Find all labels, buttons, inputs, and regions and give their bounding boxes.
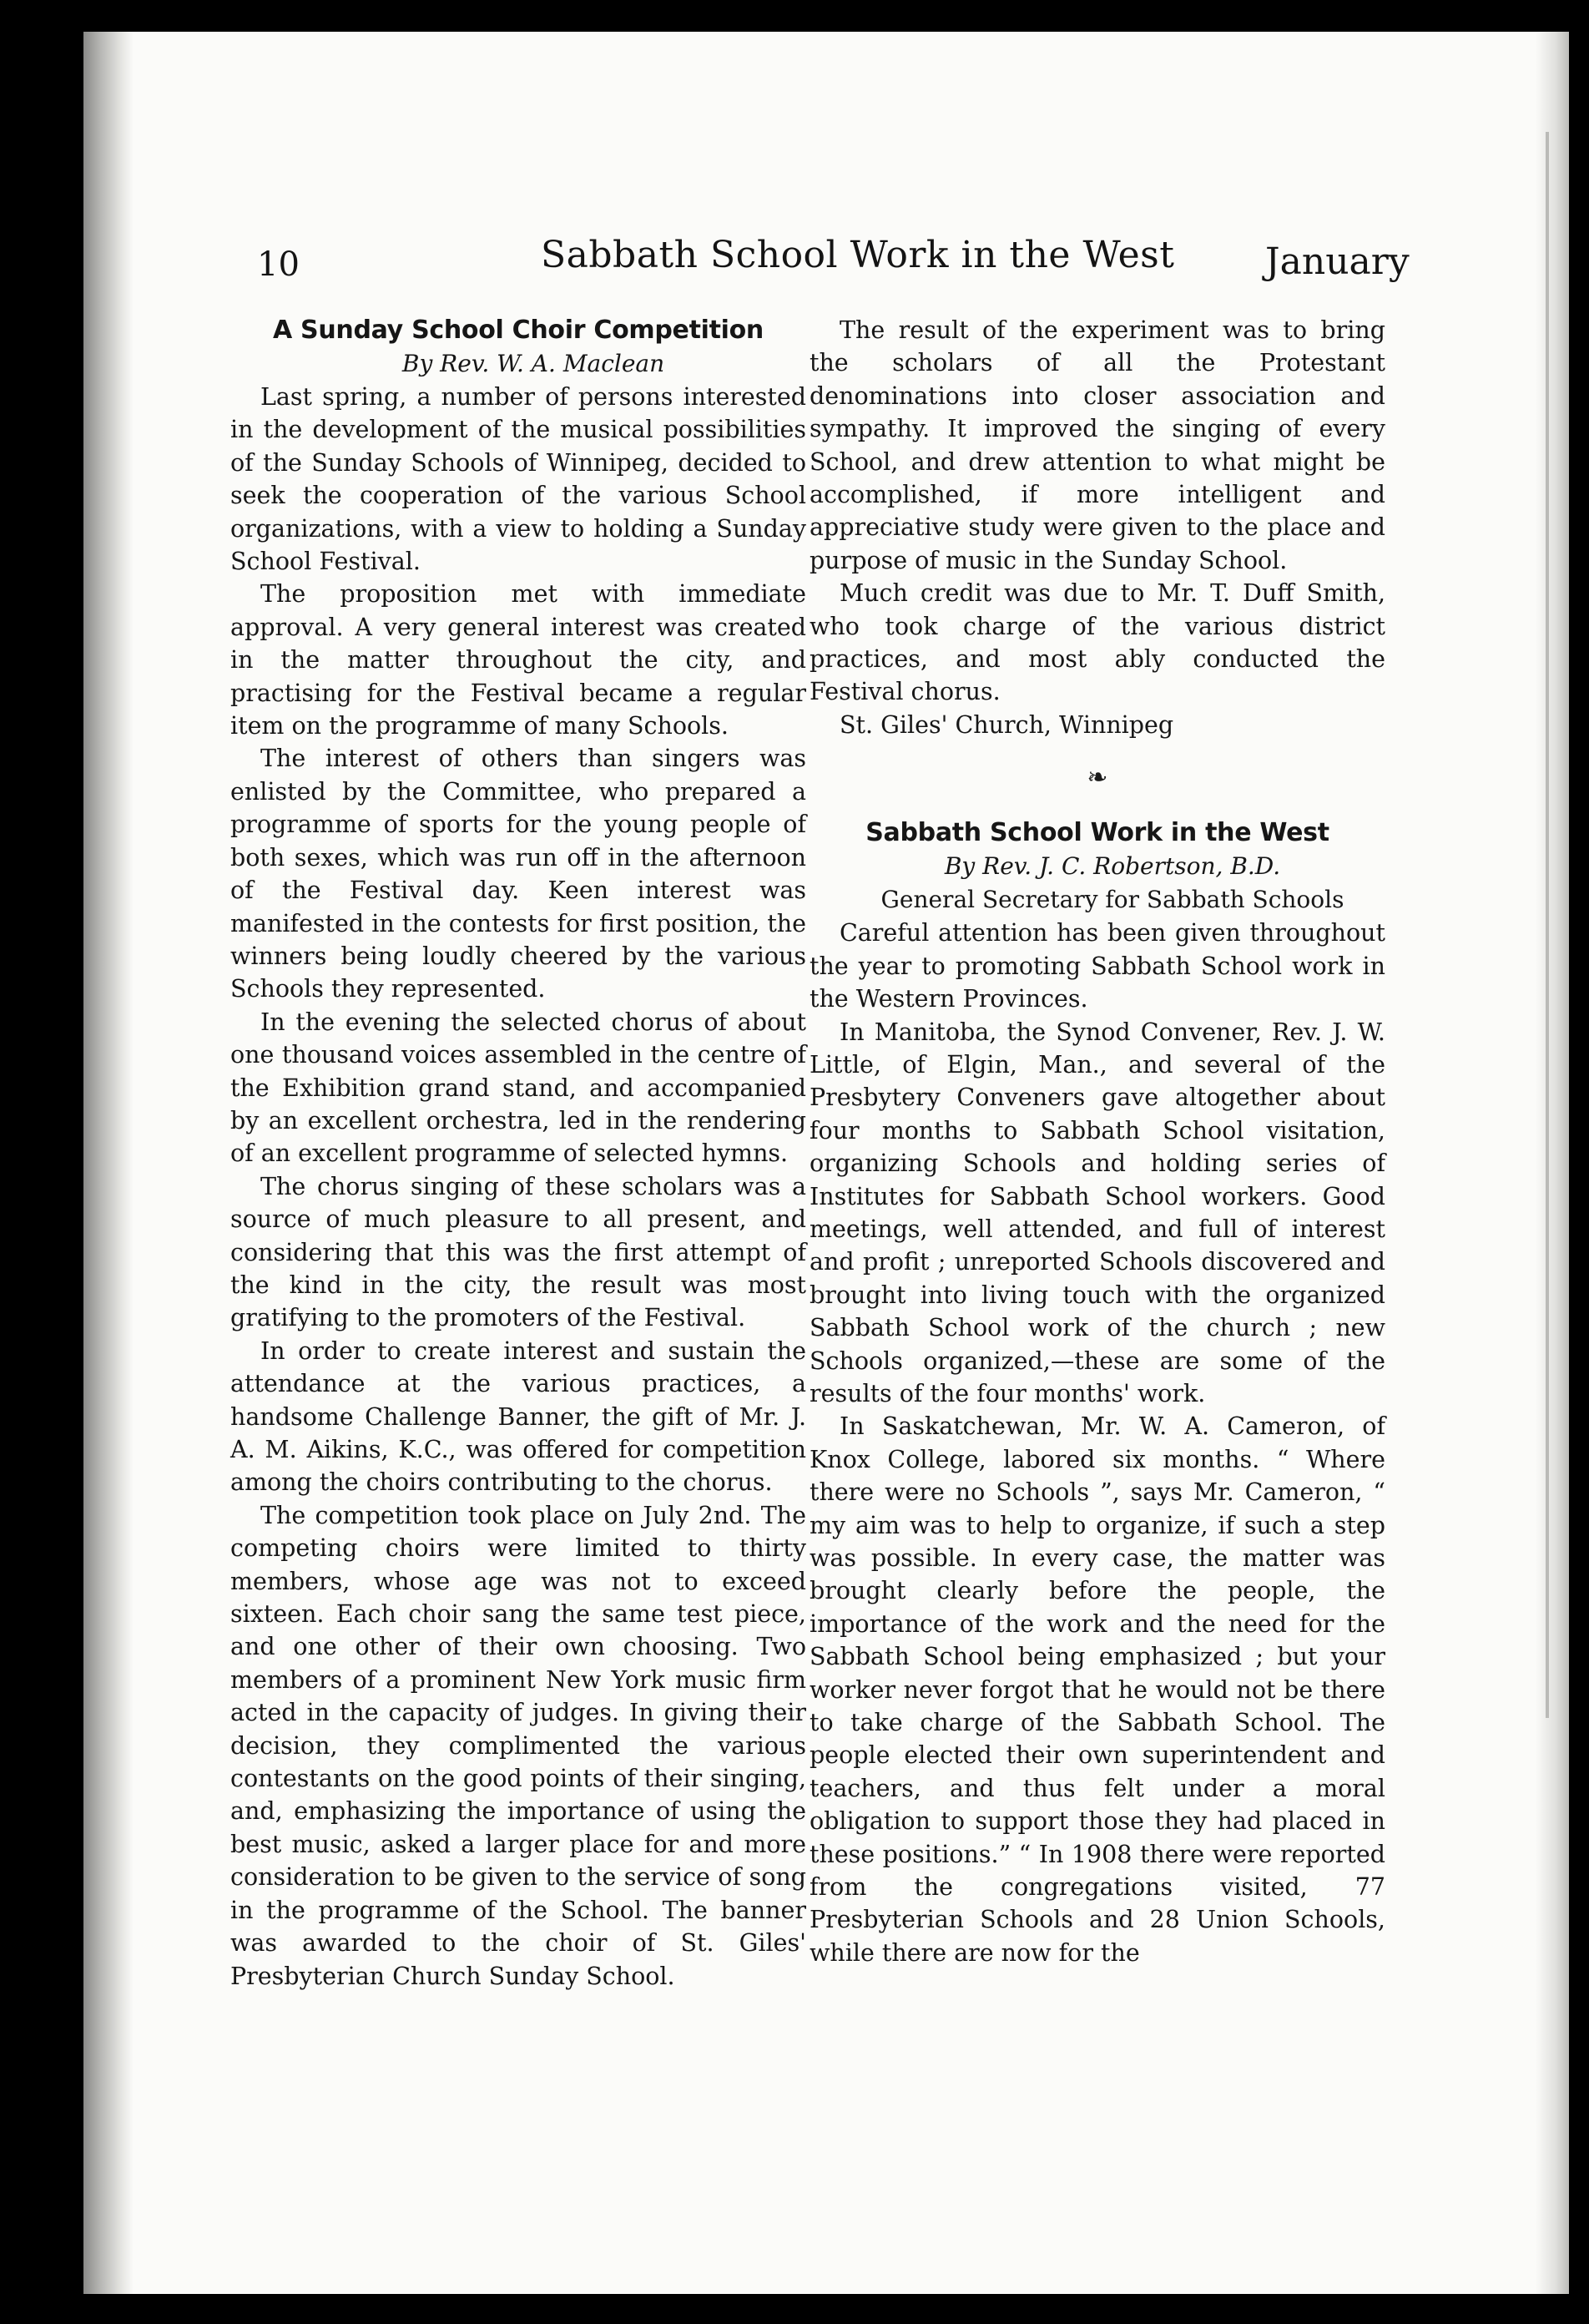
article2-paragraph: In Saskatchewan, Mr. W. A. Cameron, of Knox College, labored six months. “ Where there were no Schools ”, says Mr. Cameron, “ my aim was to help to organize, if such a step was possible. In every case, the matter was brought clearly before the people, the importance of the work and the need for the Sabbath School being emphasized ; but your worker never forgot that he would not be there to take charge of the Sabbath School. The people elected their own superintendent and teachers, and thus felt under a moral obligation to support those they had placed in these positions.” “ In 1908 there were reported from the congregations visited, 77 Presbyterian Schools and 28 Union Schools, while there are now for the (810, 1412, 1385, 1967)
article1-paragraph: Last spring, a number of persons interested in the development of the musical possibilities of the Sunday Schools of Winnipeg, decided to seek the cooperation of the various School organizations, with a view to holding a Sunday School Festival. (230, 383, 806, 576)
page-number: 10 (257, 245, 300, 284)
article1-paragraph: The chorus singing of these scholars was a source of much pleasure to all present, and considering that this was the first attempt of the kind in the city, the result was most gratifying to the promoters of the Festival. (230, 1172, 806, 1332)
right-column (810, 314, 1385, 1969)
running-head-title: Sabbath School Work in the West (541, 234, 1175, 276)
page-edge-line (1546, 132, 1549, 1718)
article2-title: Sabbath School Work in the West (865, 818, 1329, 848)
article1-paragraph: In order to create interest and sustain the attendance at the various practices, a handsome Challenge Banner, the gift of Mr. J. A. M. Aikins, K.C., was offered for competition among the choirs contributing to the chorus. (230, 1336, 806, 1497)
article1-byline: By Rev. W. A. Maclean (401, 350, 665, 377)
article1-paragraph: Much credit was due to Mr. T. Duff Smith, who took charge of the various district practices, and most ably conducted the Festival chorus. (810, 579, 1385, 706)
left-column (230, 314, 806, 1993)
article2-subline: General Secretary for Sabbath Schools (880, 886, 1344, 914)
page-edge-shadow (1536, 32, 1569, 2294)
article1-paragraph-split: The competition took place on July 2nd. The competing choirs were limited to thirty members, whose age was not to exceed sixteen. Each choir sang the same test piece, and one other of their own choosing. Two members of a prominent New York music firm acted in the capacity of judges. In giving their decision, they complimented the various contestants on the good points of their singing, and, emphasizing the importance of using the best music, asked a larger place for and more consideration to be given to the service of song in the programme of the School. The banner was awarded to the choir of St. Giles' Presbyterian Church Sunday School. (230, 1501, 806, 1990)
ornament-icon: ❧ (1087, 763, 1108, 793)
article1-title: A Sunday School Choir Competition (272, 316, 764, 345)
article1-paragraph-continued (230, 1499, 806, 1993)
article2-byline: By Rev. J. C. Robertson, B.D. (944, 852, 1281, 881)
article1-paragraph: The interest of others than singers was enlisted by the Committee, who prepared a programme of sports for the young people of both sexes, which was run off in the afternoon of the Festival day. Keen interest was manifested in the contests for first position, the winners being loudly cheered by the various Schools they represented. (230, 745, 806, 1003)
binding-gutter (83, 32, 134, 2294)
article1-paragraph: The proposition met with immediate approval. A very general interest was created in the matter throughout the city, and practising for the Festival became a regular item on the programme of many Schools. (230, 580, 806, 740)
article1-paragraph: In the evening the selected chorus of about one thousand voices assembled in the centre of the Exhibition grand stand, and accompanied by an excellent orchestra, led in the rendering of an excellent programme of selected hymns. (230, 1008, 806, 1168)
running-head-month: January (1265, 240, 1410, 283)
article2-paragraph: Careful attention has been given throughout the year to promoting Sabbath School work in the Western Provinces. (810, 919, 1385, 1013)
article1-signoff: St. Giles' Church, Winnipeg (840, 710, 1174, 739)
article2-paragraph: In Manitoba, the Synod Convener, Rev. J. W. Little, of Elgin, Man., and several of the Presbytery Conveners gave altogether about four months to Sabbath School visitation, organizing Schools and holding series of Institutes for Sabbath School workers. Good meetings, well attended, and full of interest and profit ; unreported Schools discovered and brought into living touch with the organized Sabbath School work of the church ; new Schools organized,—these are some of the results of the four months' work. (810, 1018, 1385, 1407)
article1-paragraph: The result of the experiment was to bring the scholars of all the Protestant denominations into closer association and sympathy. It improved the singing of every School, and drew attention to what might be accomplished, if more intelligent and appreciative study were given to the place and purpose of music in the Sunday School. (810, 316, 1385, 574)
running-head (83, 217, 1569, 284)
scanned-page (83, 32, 1569, 2294)
